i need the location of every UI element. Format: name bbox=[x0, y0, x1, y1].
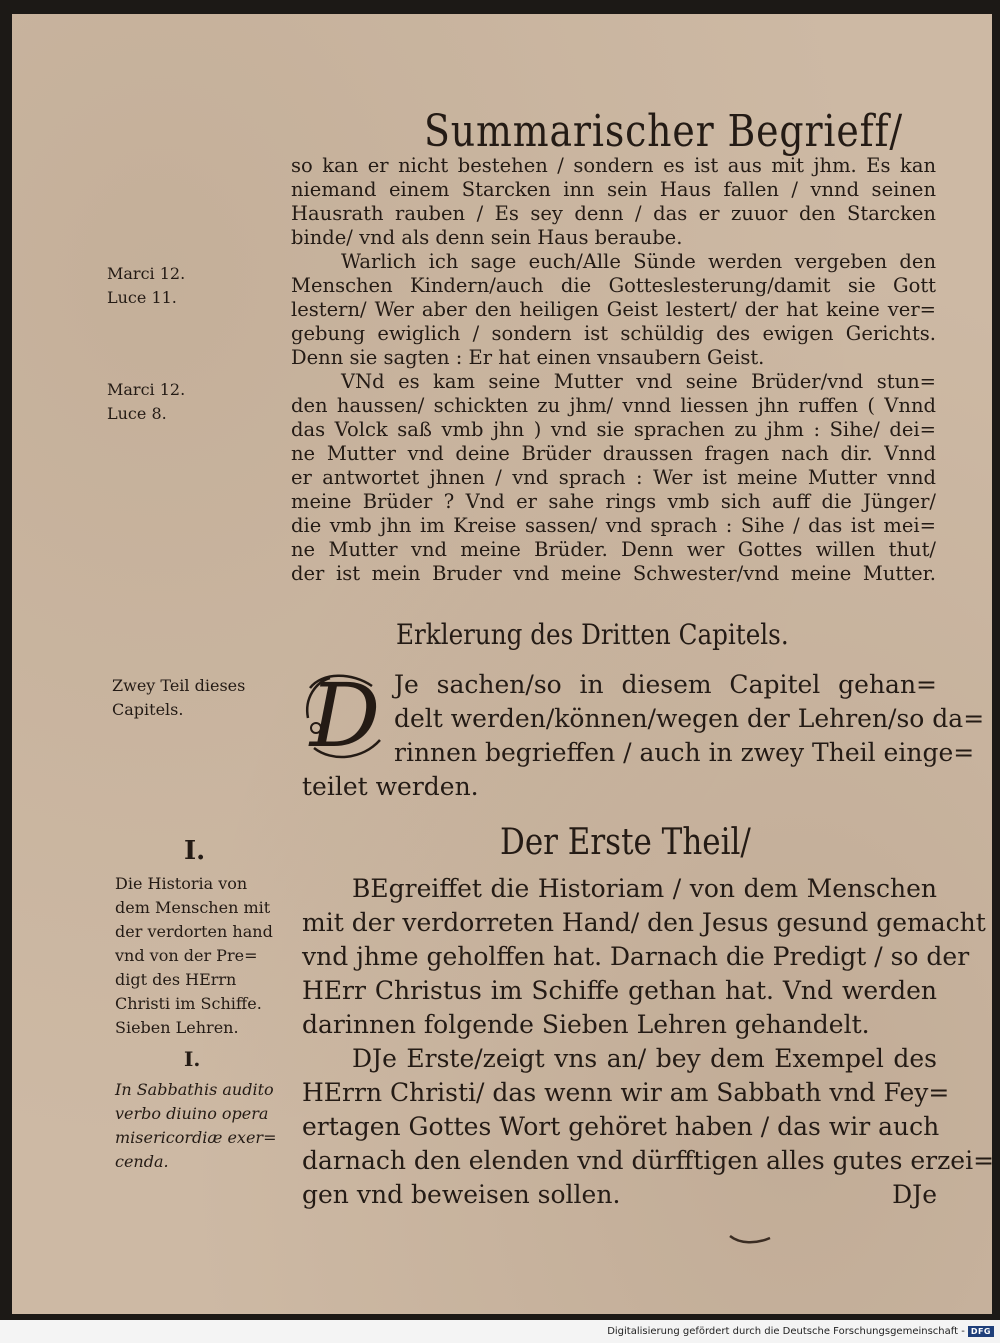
text-line: teilet werden. bbox=[302, 772, 479, 801]
section-heading: Erklerung des Dritten Capitels. bbox=[396, 618, 789, 651]
text-line: ertagen Gottes Wort gehöret haben / das wir auch bbox=[302, 1112, 940, 1141]
text-line: Je sachen/so in diesem Capitel gehan= bbox=[394, 670, 937, 699]
running-head: Summarischer Begrieff/ bbox=[424, 106, 903, 157]
catchword: DJe bbox=[892, 1180, 937, 1209]
text-line: BEgreiffet die Historiam / von dem Menschen bbox=[352, 874, 937, 903]
part-paragraph bbox=[302, 872, 995, 1212]
text-line: delt werden/können/wegen der Lehren/so da= bbox=[394, 704, 985, 733]
text-line: binde/ vnd als denn sein Haus beraube. bbox=[291, 226, 683, 249]
margin-line: misericordiæ exer= bbox=[115, 1128, 277, 1147]
text-line: Hausrath rauben / Es sey denn / das er zuuor den Starcken bbox=[291, 202, 936, 225]
text-line: HErrn Christi/ das wenn wir am Sabbath vnd Fey= bbox=[302, 1078, 950, 1107]
margin-line: dem Menschen mit bbox=[115, 898, 271, 917]
digitization-footer bbox=[607, 1326, 994, 1337]
margin-line: Zwey Teil dieses bbox=[112, 676, 246, 695]
text-line-with-catchword bbox=[302, 1178, 937, 1212]
margin-line: Die Historia von bbox=[115, 874, 248, 893]
margin-line: digt des HErrn bbox=[115, 970, 237, 989]
text-line: den haussen/ schickten zu jhm/ vnnd liessen jhn ruffen ( Vnnd bbox=[291, 394, 936, 417]
margin-numeral-2 bbox=[184, 1044, 384, 1074]
text-line: rinnen begrieffen / auch in zwey Theil einge= bbox=[394, 738, 975, 767]
text-line: er antwortet jhnen / vnd sprach : Wer ist meine Mutter vnnd bbox=[291, 466, 936, 489]
ink-flourish-ornament bbox=[728, 1232, 772, 1244]
footer-text: Digitalisierung gefördert durch die Deutsche Forschungsgemeinschaft - bbox=[607, 1326, 965, 1337]
margin-latin-note bbox=[115, 1078, 315, 1174]
text-line: das Volck saß vmb jhn ) vnd sie sprachen zu jhm : Sihe/ dei= bbox=[291, 418, 936, 441]
text-line: gebung ewiglich / sondern ist schüldig des ewigen Gerichts. bbox=[291, 322, 936, 345]
text-line: lestern/ Wer aber den heiligen Geist lestert/ der hat keine ver= bbox=[291, 298, 936, 321]
margin-ref-2 bbox=[107, 378, 307, 426]
margin-line: verbo diuino opera bbox=[115, 1104, 269, 1123]
text-line: HErr Christus im Schiffe gethan hat. Vnd werden bbox=[302, 976, 937, 1005]
margin-numeral bbox=[184, 836, 384, 866]
text-line: die vmb jhn im Kreise sassen/ vnd sprach : Sihe / das ist mei= bbox=[291, 514, 936, 537]
text-line: ne Mutter vnd deine Brüder draussen fragen nach dir. Vnnd bbox=[291, 442, 936, 465]
text-line: darinnen folgende Sieben Lehren gehandelt. bbox=[302, 1010, 870, 1039]
text-line: Menschen Kindern/auch die Gotteslesterung/damit sie Gott bbox=[291, 274, 936, 297]
roman-numeral: I. bbox=[184, 836, 206, 866]
text-line: VNd es kam seine Mutter vnd seine Brüder/vnd stun= bbox=[341, 370, 936, 393]
drop-cap-letter: D bbox=[309, 668, 381, 764]
roman-numeral: I. bbox=[184, 1047, 201, 1071]
text-line: Warlich ich sage euch/Alle Sünde werden vergeben den bbox=[341, 250, 936, 273]
text-line: der ist mein Bruder vnd meine Schwester/vnd meine Mutter. bbox=[291, 562, 936, 585]
margin-line: cenda. bbox=[115, 1152, 169, 1171]
part-heading: Der Erste Theil/ bbox=[500, 822, 751, 863]
margin-line: der verdorten hand bbox=[115, 922, 273, 941]
margin-line: Christi im Schiffe. bbox=[115, 994, 262, 1013]
text-line: vnd jhme geholffen hat. Darnach die Predigt / so der bbox=[302, 942, 970, 971]
text-line: darnach den elenden vnd dürfftigen alles gutes erzei= bbox=[302, 1146, 995, 1175]
top-text-block bbox=[291, 154, 936, 586]
text-line: so kan er nicht bestehen / sondern es ist aus mit jhm. Es kan bbox=[291, 154, 936, 177]
text-line: ne Mutter vnd meine Brüder. Denn wer Gottes willen thut/ bbox=[291, 538, 936, 561]
intro-paragraph bbox=[302, 668, 985, 804]
margin-line: Marci 12. bbox=[107, 264, 186, 283]
text-line: mit der verdorreten Hand/ den Jesus gesund gemacht bbox=[302, 908, 986, 937]
book-page bbox=[12, 14, 995, 1314]
text-line: gen vnd beweisen sollen. bbox=[302, 1180, 621, 1209]
text-line: DJe Erste/zeigt vns an/ bey dem Exempel des bbox=[352, 1044, 937, 1073]
margin-line: vnd von der Pre= bbox=[115, 946, 258, 965]
text-line: niemand einem Starcken inn sein Haus fallen / vnnd seinen bbox=[291, 178, 936, 201]
margin-line: Luce 11. bbox=[107, 288, 177, 307]
margin-line: In Sabbathis audito bbox=[115, 1080, 274, 1099]
margin-parts-note bbox=[112, 674, 312, 722]
margin-ref-1 bbox=[107, 262, 307, 310]
text-line: Denn sie sagten : Er hat einen vnsaubern Geist. bbox=[291, 346, 765, 369]
margin-line: Sieben Lehren. bbox=[115, 1018, 239, 1037]
margin-line: Marci 12. bbox=[107, 380, 186, 399]
margin-line: Capitels. bbox=[112, 700, 184, 719]
margin-line: Luce 8. bbox=[107, 404, 167, 423]
margin-history-note bbox=[115, 872, 315, 1040]
text-line: meine Brüder ? Vnd er sahe rings vmb sich auff die Jünger/ bbox=[291, 490, 936, 513]
dfg-logo-icon: DFG bbox=[968, 1326, 994, 1337]
